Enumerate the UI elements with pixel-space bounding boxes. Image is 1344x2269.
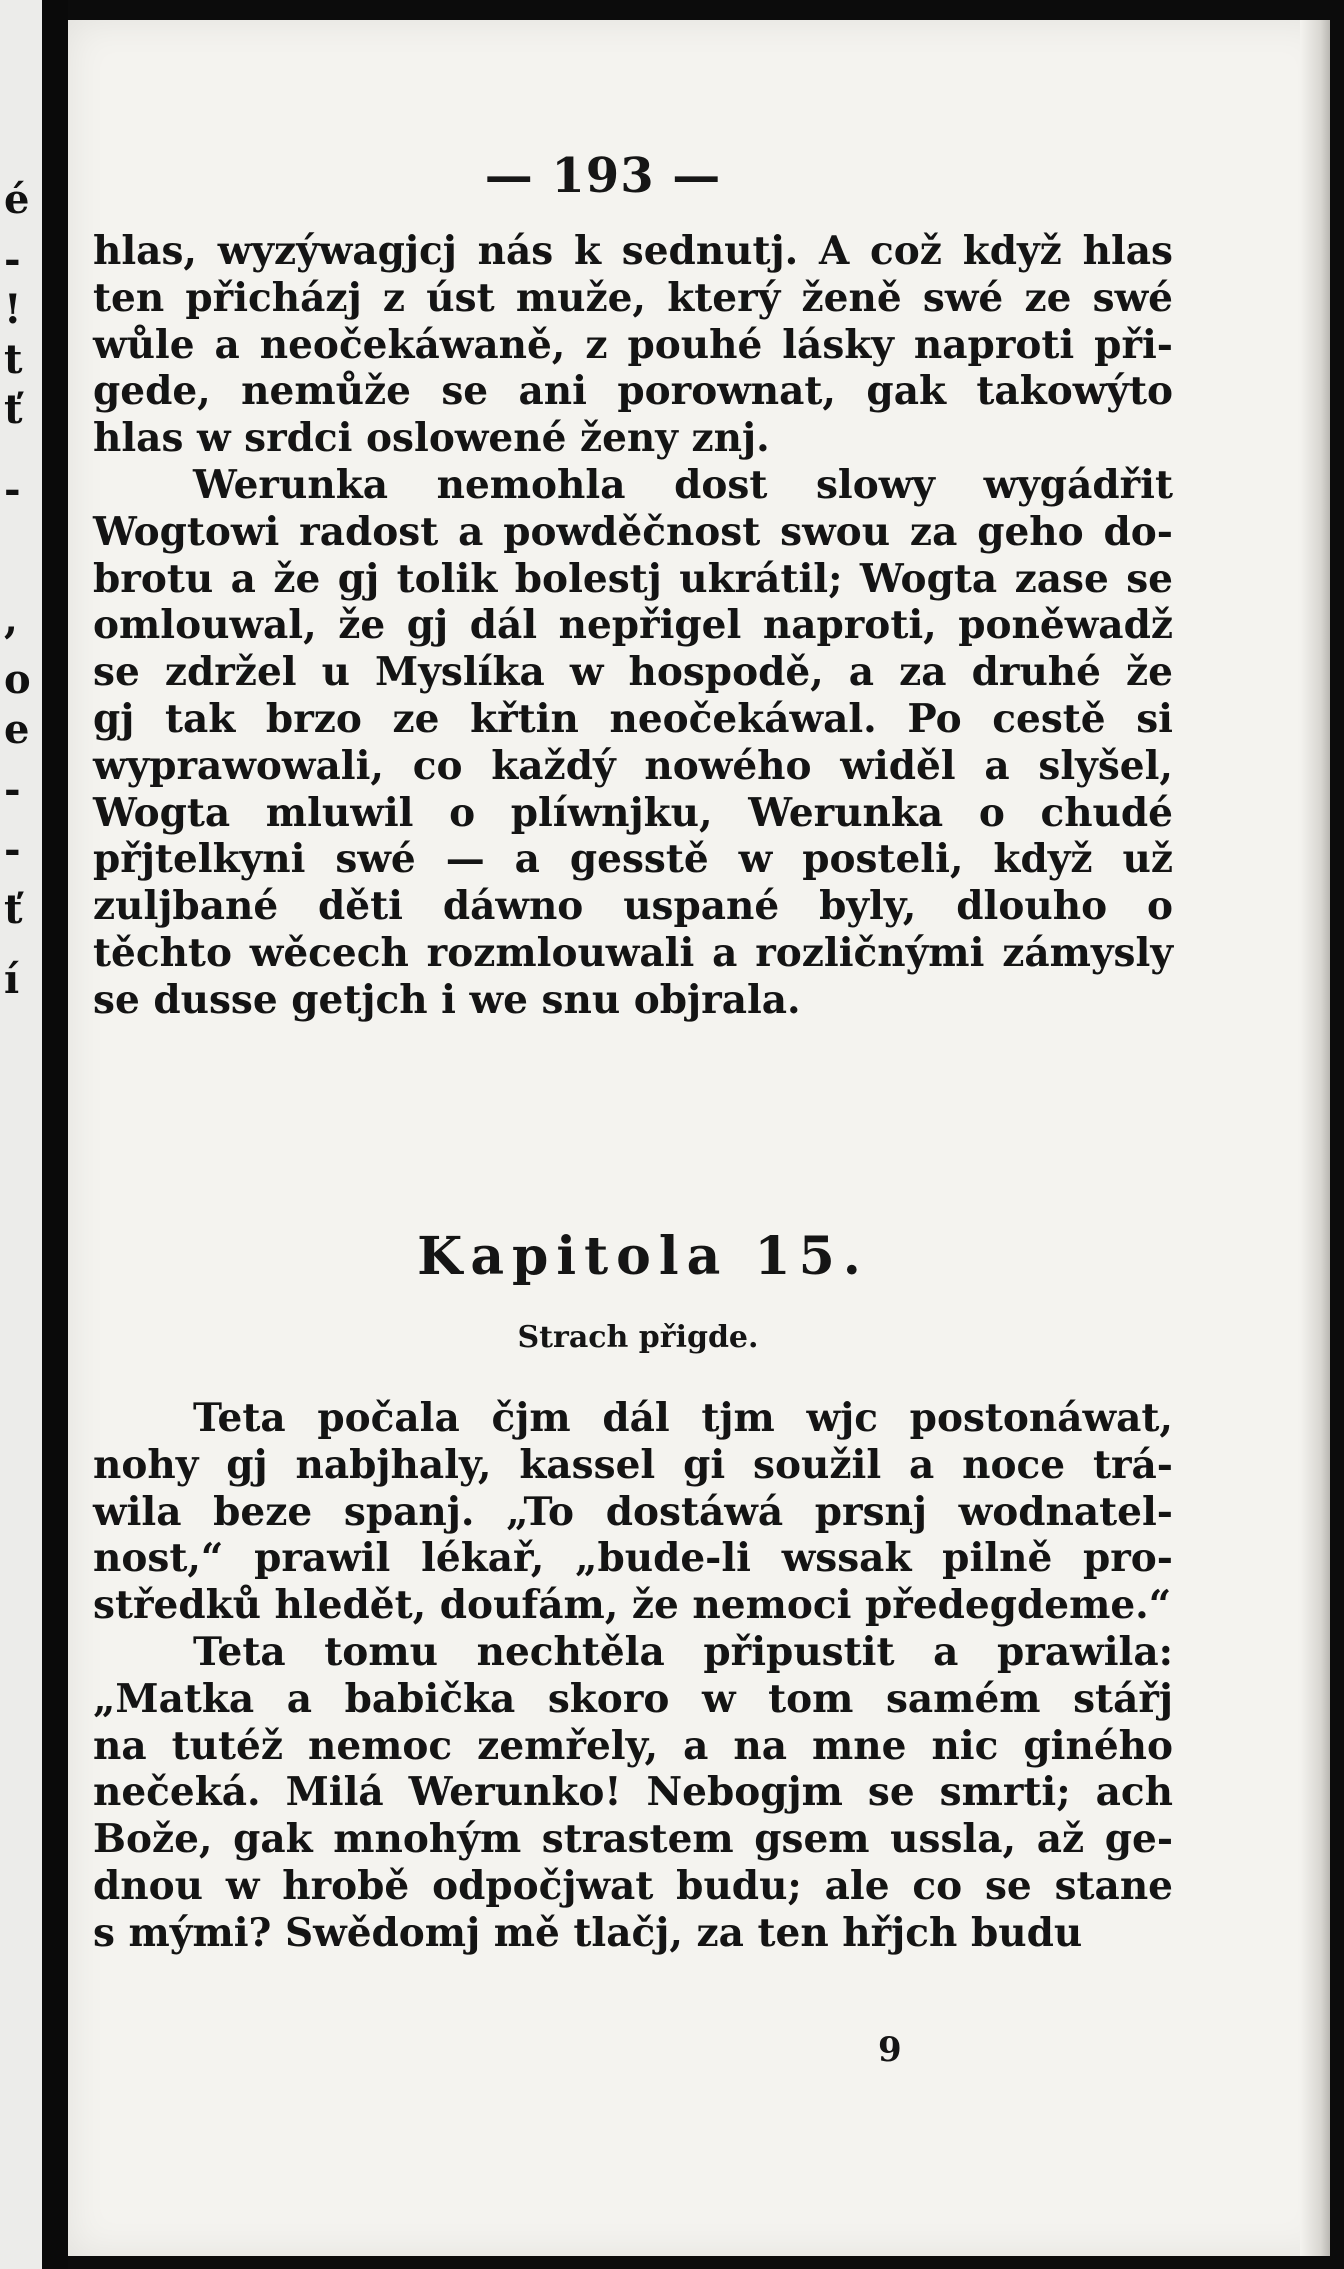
previous-page-fragment: ! (4, 286, 22, 333)
text-line: na tutéž nemoc zemřely, a na mne nic giného (93, 1722, 1173, 1769)
text-line: Bože, gak mnohým strastem gsem ussla, až ge- (93, 1816, 1173, 1863)
text-line: brotu a že gj tolik bolestj ukrátil; Wogta zase se (93, 555, 1173, 602)
text-line: gede, nemůže se ani porownat, gak takowýto (93, 368, 1173, 415)
text-line: středků hledět, doufám, že nemoci předegdeme.“ (93, 1582, 1172, 1629)
text-line: nost,“ prawil lékař, „bude-li wssak pilně pro- (93, 1535, 1173, 1582)
text-line: zuljbané děti dáwno uspané byly, dlouho o (93, 883, 1173, 930)
text-line: ten přicházj z úst muže, který ženě swé ze swé (93, 274, 1173, 321)
text-line: Werunka nemohla dost slowy wygádřit (193, 461, 1173, 508)
text-line: Teta počala čjm dál tjm wjc postonáwat, (193, 1395, 1173, 1441)
book-gutter (42, 0, 68, 2269)
chapter-title: Kapitola 15. (417, 1226, 869, 1287)
text-line: se dusse getjch i we snu objrala. (93, 976, 801, 1023)
text-line: Wogta mluwil o plíwnjku, Werunka o chudé (93, 789, 1173, 836)
text-line: wila beze spanj. „To dostáwá prsnj wodnatel- (93, 1488, 1173, 1535)
text-line: omlouwal, že gj dál nepřigel naproti, poněwadž (93, 602, 1173, 649)
text-line: nečeká. Milá Werunko! Nebogjm se smrti; ach (93, 1769, 1173, 1816)
previous-page-fragment: - (4, 466, 21, 513)
text-line: s mými? Swědomj mě tlačj, za ten hřjch budu (93, 1909, 1083, 1956)
text-line: wyprawowali, co každý nowého widěl a slyšel, (93, 742, 1173, 789)
previous-page-fragment: í (4, 956, 20, 1003)
text-line: se zdržel u Myslíka w hospodě, a za druhé že (93, 649, 1173, 696)
body-text-after-chapter (93, 1395, 1173, 1957)
text-line: „Matka a babička skoro w tom samém stářj (93, 1675, 1173, 1722)
text-line: nohy gj nabjhaly, kassel gi soužil a noce trá- (93, 1441, 1173, 1488)
text-line: Wogtowi radost a powděčnost swou za geho do- (93, 508, 1173, 555)
previous-page-fragment: - (4, 236, 21, 283)
chapter-subtitle: Strach přigde. (517, 1320, 759, 1355)
previous-page-fragment: é (4, 176, 30, 223)
text-line: hlas, wyzýwagjcj nás k sednutj. A což když hlas (93, 228, 1173, 274)
page-edge-shadow (1300, 20, 1330, 2256)
text-line: wůle a neočekáwaně, z pouhé lásky naproti při- (93, 321, 1173, 368)
text-line: dnou w hrobě odpočjwat budu; ale co se stane (93, 1862, 1173, 1909)
previous-page-fragment: - (4, 826, 21, 873)
text-line: přjtelkyni swé — a gesstě w posteli, když už (93, 836, 1173, 883)
previous-page-fragment: ť (4, 886, 23, 933)
previous-page-fragment: ť (4, 386, 23, 433)
text-line: hlas w srdci oslowené ženy znj. (93, 415, 770, 462)
previous-page-fragment: t (4, 336, 23, 383)
previous-page-fragment: o (4, 656, 31, 703)
printer-signature-mark: 9 (878, 2030, 902, 2070)
previous-page-fragment: , (4, 596, 18, 643)
book-page (68, 20, 1330, 2256)
previous-page-edge (0, 0, 42, 2269)
text-line: gj tak brzo ze křtin neočekáwal. Po cestě si (93, 695, 1173, 742)
previous-page-fragment: e (4, 706, 30, 753)
text-line: Teta tomu nechtěla připustit a prawila: (193, 1628, 1173, 1675)
body-text-before-chapter (93, 228, 1173, 1024)
text-line: těchto wěcech rozmlouwali a rozličnými zámysly (93, 929, 1173, 976)
page-number: — 193 — (484, 148, 722, 204)
previous-page-fragment: - (4, 766, 21, 813)
